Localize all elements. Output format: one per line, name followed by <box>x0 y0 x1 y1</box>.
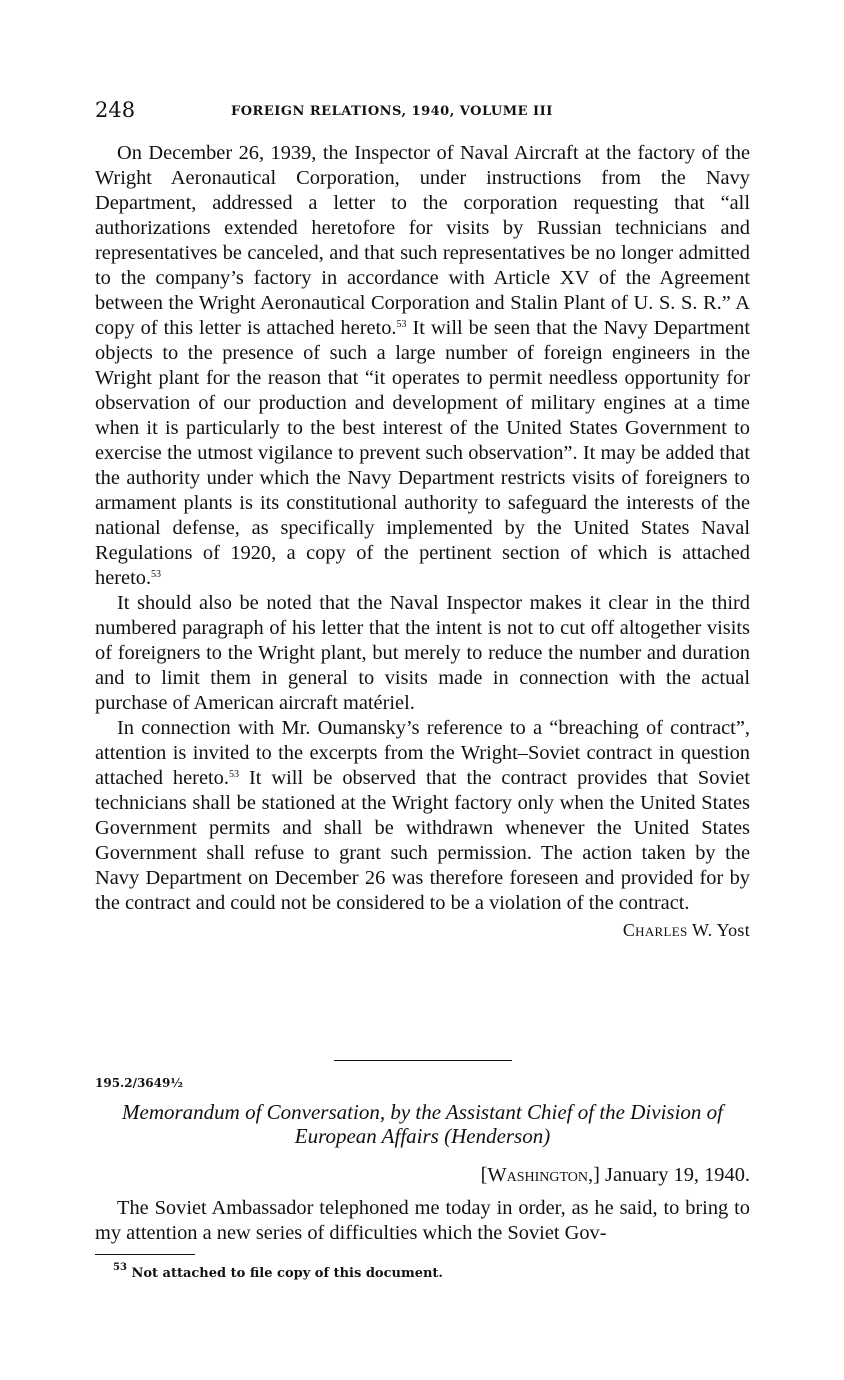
file-number: 195.2/3649½ <box>95 1076 183 1090</box>
paragraph-1-text: On December 26, 1939, the Inspector of Naval Aircraft at the factory of the Wright Aeronautical Corporation, under instructions from the Navy Department, addressed a letter to the corporation requesting that “all authorizations extended heretofore for visits by Russian technicians and representatives be canceled, and that such representatives be no longer admitted to the company’s factory in accordance with Article XV of the Agreement between the Wright Aeronautical Corporation and Stalin Plant of U. S. S. R.” A copy of this letter is attached hereto. <box>95 142 750 339</box>
paragraph-2 <box>95 591 750 716</box>
signature-rest: W. Yost <box>687 920 750 940</box>
footnote-ref: 53 <box>396 319 407 330</box>
dateline-place: [Washington,] <box>480 1164 600 1186</box>
signature-first-name: Charles <box>622 920 688 940</box>
memo-title: Memorandum of Conversation, by the Assistant Chief of the Division of European Affairs (Henderson) <box>122 1100 723 1148</box>
footnote <box>113 1262 443 1281</box>
signature <box>95 918 750 943</box>
dateline <box>95 1164 750 1187</box>
running-header <box>95 98 755 128</box>
document-body <box>95 141 750 943</box>
footnote-ref: 53 <box>228 769 239 780</box>
memo-heading <box>95 1100 750 1148</box>
page-number: 248 <box>95 98 136 122</box>
dateline-date: January 19, 1940. <box>599 1164 750 1186</box>
footnote-text: Not attached to file copy of this document. <box>126 1266 443 1281</box>
paragraph-3-text-cont: It will be observed that the contract provides that Soviet technicians shall be stationed at the Wright factory only when the United States Government permits and shall be withdrawn whenever the United States Government shall refuse to grant such permission. The action taken by the Navy Department on December 26 was therefore foreseen and provided for by the contract and could not be considered to be a violation of the contract. <box>95 767 750 914</box>
paragraph-1-text-cont: It will be seen that the Navy Department objects to the presence of such a large number of foreign engineers in the Wright plant for the reason that “it operates to permit needless opportunity for observation of our production and development of military engines at a time when it is particularly to the best interest of the United States Government to exercise the utmost vigilance to prevent such observation”. It may be added that the authority under which the Navy Department restricts visits of foreigners to armament plants is its constitutional authority to safeguard the interests of the national defense, as specifically implemented by the United States Naval Regulations of 1920, a copy of the pertinent section of which is attached hereto. <box>95 317 750 589</box>
paragraph-3 <box>95 716 750 916</box>
paragraph-2-text: It should also be noted that the Naval Inspector makes it clear in the third numbered paragraph of his letter that the intent is not to cut off altogether visits of foreigners to the Wright plant, but merely to reduce the number and duration and to limit them in general to visits made in connection with the actual purchase of American aircraft matériel. <box>95 592 750 714</box>
running-title: FOREIGN RELATIONS, 1940, VOLUME III <box>231 104 553 119</box>
opening-paragraph: The Soviet Ambassador telephoned me today in order, as he said, to bring to my attention a new series of difficulties which the Soviet Gov- <box>95 1197 750 1244</box>
section-divider <box>334 1060 512 1061</box>
paragraph-3-text: In connection with Mr. Oumansky’s reference to a “breaching of contract”, attention is invited to the excerpts from the Wright–Soviet contract in question attached hereto. <box>95 717 750 789</box>
footnote-mark: 53 <box>113 1262 127 1273</box>
paragraph-1 <box>95 141 750 591</box>
footnote-ref: 53 <box>151 569 162 580</box>
footnote-divider <box>95 1254 195 1255</box>
